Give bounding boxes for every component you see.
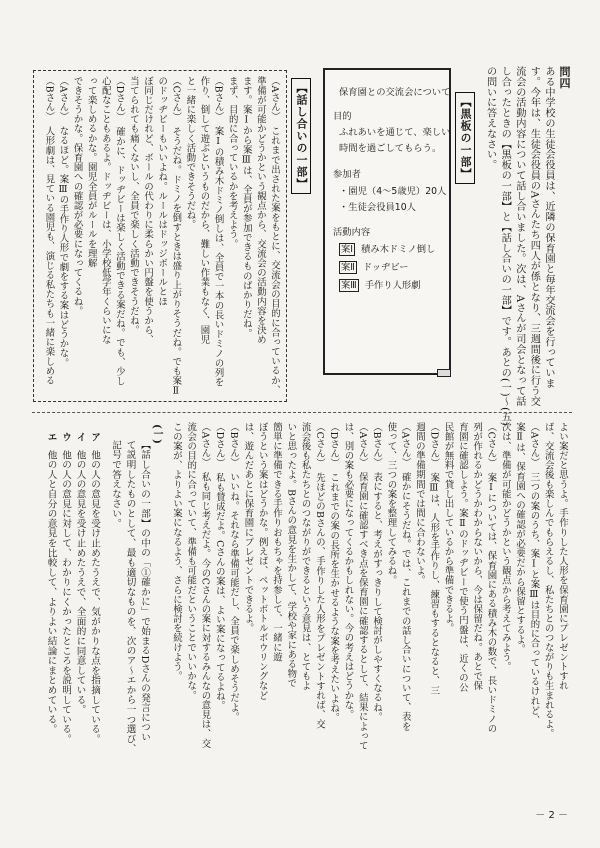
lower-dialog-line: は、別の案も必要になってくるかもしれない。今の考えはどうかな。 [342, 422, 354, 720]
board-activity-2 [339, 259, 409, 273]
board-activity-3 [339, 277, 420, 291]
upper-dialog-line: （Cさん） そうだね。ドミノを倒すときは盛り上がりそうだね。でも案Ⅱ [170, 76, 182, 397]
board-participants-heading-h: 参加者 [333, 169, 361, 180]
upper-dialog-line: （Aさん） これまで出された案をもとに、交流会の目的に合っているか、 [269, 76, 280, 395]
choice-label: ア [89, 432, 100, 442]
choice-ア[interactable] [88, 432, 101, 744]
lower-dialog-line: （Bさん） 表にすると、考えがすっきりして検討がしやすくなるね。 [371, 422, 383, 722]
lower-dialog-line: （Dさん） 案Ⅲは、人形を手作りし、練習もするとなると、三 [428, 422, 440, 696]
lower-dialog-line: （Cさん） 案Ⅰについては、保育園にある積み木の数で、長いドミノの [485, 422, 497, 734]
lower-dialog-line: この案が、よりよい案になるよう、さらに検討を続けよう。 [170, 422, 182, 681]
activity-text: ドッヂビー [362, 262, 409, 273]
lower-dialog-line: は、遊んだあとに保育園にプレゼントできるよ。 [242, 422, 254, 633]
upper-dialog-line: ぼ同じだけれど、ボールの代わりに柔らかい円盤を使うから、 [142, 76, 154, 345]
intro-line: し合ったときの【黒板の一部】と【話し合いの一部】です。あとの(一)〜(五) [499, 66, 511, 426]
board-activities-heading-h: 活動内容 [333, 227, 371, 238]
lower-dialog-line: 列が作れるかどうかわからないから、今は保留だね。あとで保 [471, 422, 483, 691]
question-number: 問四 [558, 66, 571, 89]
lower-dialog-line: 案Ⅱは、保育園への確認が必要だから保留とするよ。 [514, 422, 526, 654]
upper-dialog-line: （Dさん） 確かに、ドッヂビーは楽しく活動できる案だね。でも、少し [113, 76, 125, 386]
lower-dialog-line: 流会の目的に合っていて、準備も可能だということでいいかな。 [185, 422, 197, 701]
board-participant1-h: ・園児（4〜5歳児）20人 [339, 186, 447, 197]
board-participant2-h: ・生徒会役員10人 [339, 202, 416, 213]
upper-dialog-line: できそうかな。保育園への確認が必要になってくるね。 [71, 76, 83, 316]
lower-dialog-line: 流会後も私たちとのつながりができるという意見は、とてもよ [299, 422, 311, 691]
lower-dialog-line: 使って、三つの案を整理してみるね。 [385, 422, 397, 586]
upper-dialog-line: と一緒に楽しく活動できそうだね。 [184, 76, 196, 230]
board-section-label: 【黒板の一部】 [455, 92, 475, 184]
section-divider [32, 412, 572, 413]
choice-ウ[interactable] [59, 432, 72, 744]
board-purpose-line1-h: ふれあいを通じて、楽しい [339, 127, 451, 138]
upper-dialog-line: （Bさん） 人形劇は、見ている園児も、演じる私たちも一緒に楽しめる [43, 76, 55, 386]
lower-dialog-line: よい案だと思うよ。手作りした人形を保育園にプレゼントすれ [557, 422, 568, 691]
intro-line: の問いに答えなさい。 [484, 66, 496, 170]
upper-dialog-line: 心配なこともあるよ。ドッヂビーは、小学校低学年くらいにな [99, 76, 111, 345]
lower-dialog-line: （Aさん） 三つの案のうち、案Ⅰと案Ⅲは目的に合っているけれど、 [528, 422, 540, 725]
choice-label: エ [45, 432, 57, 442]
choice-label: イ [74, 432, 86, 442]
lower-dialog-line: （Cさん） 先ほどのBさんの、手作りした人形をプレゼントすれば、交 [313, 422, 325, 730]
activity-text: 手作り人形劇 [364, 280, 421, 291]
upper-dialog-line: のドッヂビーもいいよね。ルールはドッジボールとほ [156, 76, 168, 307]
lower-dialog-line: （Dさん） これまでの案の長所を生かせるような案を考えたいよね。 [328, 422, 340, 723]
board-purpose-line2-h: 時間を過ごしてもらう。 [339, 143, 442, 154]
sub-question-number: (一) [151, 424, 162, 445]
upper-dialog-line: （Aさん） なるほど。案Ⅲの手作り人形で劇をする案はどうかな。 [57, 76, 69, 368]
activity-tag: 案Ⅱ [341, 262, 355, 273]
upper-dialog-line: 当てられても痛くないし、全員で楽しく活動できそうだね。 [128, 76, 139, 335]
choice-text: 他の人の意見を受け止めたうえで、全面的に同意している。 [74, 449, 86, 715]
lower-dialog-line: （Bさん） いいね。それなら準備可能だし、全員で楽しめそうだよ。 [228, 422, 240, 722]
lower-dialog-line: 次は、準備が可能かどうかという観点から考えてみよう。 [499, 422, 511, 672]
lower-dialog-line: 週間の準備期間では間に合わないよ。 [414, 422, 425, 586]
activity-tag: 案Ⅰ [341, 244, 354, 255]
intro-line: 流会の活動内容について話し合いました。次は、Aさんが司会となって話 [513, 66, 525, 407]
choice-text: 他の人と自分の意見を比較して、よりよい結論にまとめている。 [45, 449, 57, 735]
lower-dialog-line: （Aさん） 私も同じ考えだよ。今のCさんの案に対するみんなの意見は、交 [199, 422, 211, 749]
page-number: － 2 － [535, 810, 568, 821]
lower-dialog-line: （Aさん） 確かにそうだね。では、これまでの話し合いについて、表を [399, 422, 411, 732]
choice-label: ウ [60, 432, 71, 442]
choice-text: 他の人の意見を受け止めたうえで、気がかりな点を指摘している。 [89, 449, 100, 744]
intro-line: ある中学校の生徒会役員は、近隣の保育園と毎年交流会を行っていま [543, 66, 554, 389]
subq-stem-line: 記号で答えなさい。 [110, 440, 121, 529]
choice-イ[interactable] [74, 432, 87, 714]
activity-text: 積み木ドミノ倒し [361, 244, 436, 255]
upper-dialog-line: ます。案Ⅰから案Ⅲは、全員が参加できるものばかりだね。 [240, 76, 252, 339]
intro-line: す。今年は、生徒会役員のAさんたち四人が係となり、三週間後に行う交 [528, 66, 540, 407]
board-content [325, 70, 451, 369]
lower-dialog-line: 民館が無料で貸し出しているから準備できるよ。 [442, 422, 454, 633]
board-title-h: 保育園との交流会について [339, 87, 451, 98]
subq-stem-line: て説明したものとして、最も適切なものを、次のア〜エから一つ選び、 [124, 440, 136, 754]
choice-text: 他の人の意見に対して、わかりにくかったところを説明している。 [60, 449, 71, 744]
upper-dialog-line: 作り、倒して遊ぶというものだから、難しい作業もなく、園児 [198, 76, 210, 345]
upper-dialog-line: って楽しめるかな。園児全員がルールを理解 [85, 76, 97, 268]
choice-エ[interactable] [45, 432, 58, 734]
eraser-icon [437, 369, 451, 377]
discussion-section-label: 【話し合いの一部】 [291, 78, 311, 194]
upper-dialog-line: 準備が可能かどうかという観点から、交流会の活動内容を決め [254, 76, 266, 345]
lower-dialog-line: ぼうという案はどうかな。例えば、ペットボトルボウリングなど [256, 422, 268, 701]
lower-dialog-line: （Aさん） 保育園に確認すべき点を保育園に確認するとして、結果によって [356, 422, 368, 751]
lower-dialog-line: 簡単に準備できる手作りおもちゃを持参して、一緒に遊 [271, 422, 282, 662]
upper-dialog-line: まず、目的に合っているかを考えよう。 [226, 76, 238, 249]
upper-dialog-line: （Bさん） 案Ⅰの積み木ドミノ倒しは、全員で一本の長いドミノの列を [212, 76, 224, 387]
activity-tag: 案Ⅲ [341, 280, 357, 291]
lower-dialog-line: 育園に確認しよう。案Ⅱのドッヂビーで使う円盤は、近くの公 [456, 422, 468, 693]
board-purpose-heading-h: 目的 [333, 111, 352, 122]
lower-dialog-line: いと思ったよ。Bさんの意見を生かして、学校や家にある物で [285, 422, 297, 689]
subq-stem-line: 【話し合いの一部】の中の「①確かに」で始まるDさんの発言につい [139, 440, 150, 742]
board-activity-1 [339, 241, 435, 255]
lower-dialog-line: （Dさん） 私も賛成だよ。Cさんの案は、よい案になってるよね。 [213, 422, 225, 711]
lower-dialog-line: ば、交流会後も楽しんでもらえるし、私たちとのつながりも生まれるよ。 [542, 422, 554, 739]
